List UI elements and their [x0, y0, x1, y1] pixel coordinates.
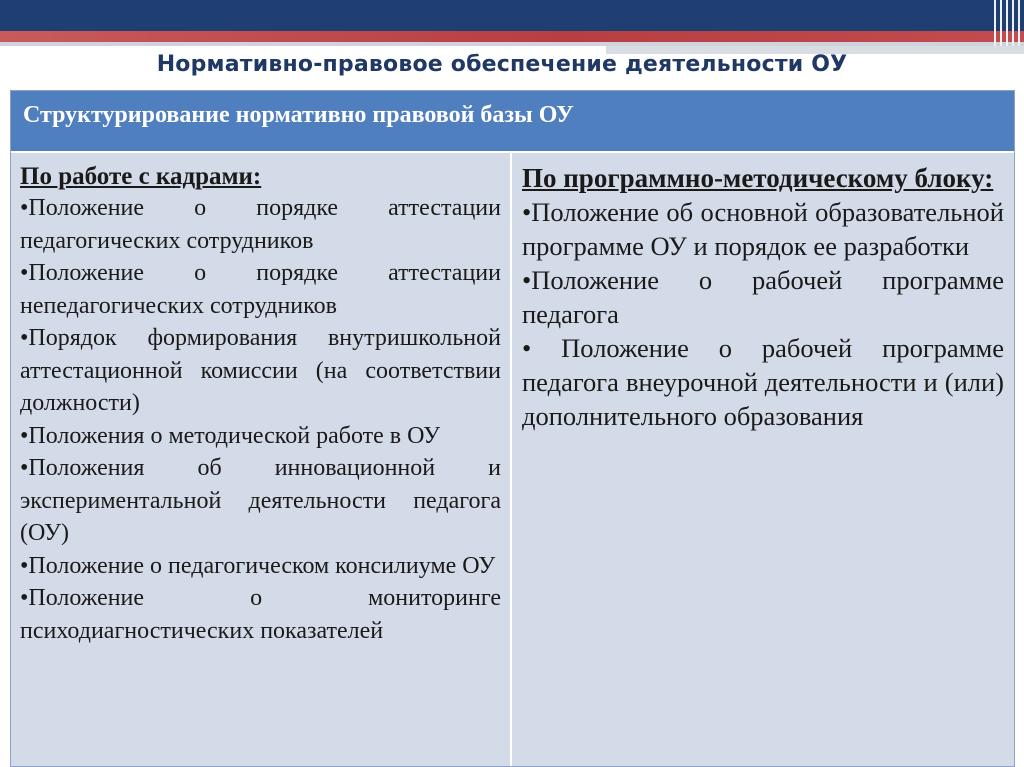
content-table: [10, 90, 1015, 767]
red-accent-band: [0, 31, 1024, 42]
decorative-stripes: [990, 0, 1024, 46]
list-item: •Положение об основной образовательной программе ОУ и порядок ее разработки: [522, 197, 1004, 261]
left-column-heading: По работе с кадрами:: [20, 163, 262, 190]
table-header: [11, 91, 1014, 153]
list-item: •Порядок формирования внутришкольной аттестационной комиссии (на соответствии должности): [20, 325, 501, 416]
list-item: •Положение о рабочей программе педагога: [522, 265, 1004, 329]
list-item: •Положение о порядке аттестации непедагогических сотрудников: [20, 260, 501, 319]
table-header-text: Структурирование нормативно правовой базы ОУ: [23, 102, 574, 128]
slide-title: Нормативно-правовое обеспечение деятельности ОУ: [156, 52, 848, 77]
list-item: •Положение о порядке аттестации педагогических сотрудников: [20, 195, 501, 254]
list-item: •Положение о педагогическом консилиуме ОУ: [20, 552, 496, 579]
top-blue-band: [0, 0, 1024, 31]
list-item: • Положение о рабочей программе педагога внеурочной деятельности и (или) дополнительного образования: [522, 333, 1004, 431]
right-column-heading: По программно-методическому блоку:: [522, 163, 994, 193]
list-item: •Положения об инновационной и экспериментальной деятельности педагога (ОУ): [20, 455, 501, 546]
right-column: [512, 153, 1014, 766]
left-column: [11, 153, 512, 766]
list-item: •Положение о мониторинге психодиагностических показателей: [20, 585, 501, 644]
list-item: •Положения о методической работе в ОУ: [20, 422, 441, 449]
